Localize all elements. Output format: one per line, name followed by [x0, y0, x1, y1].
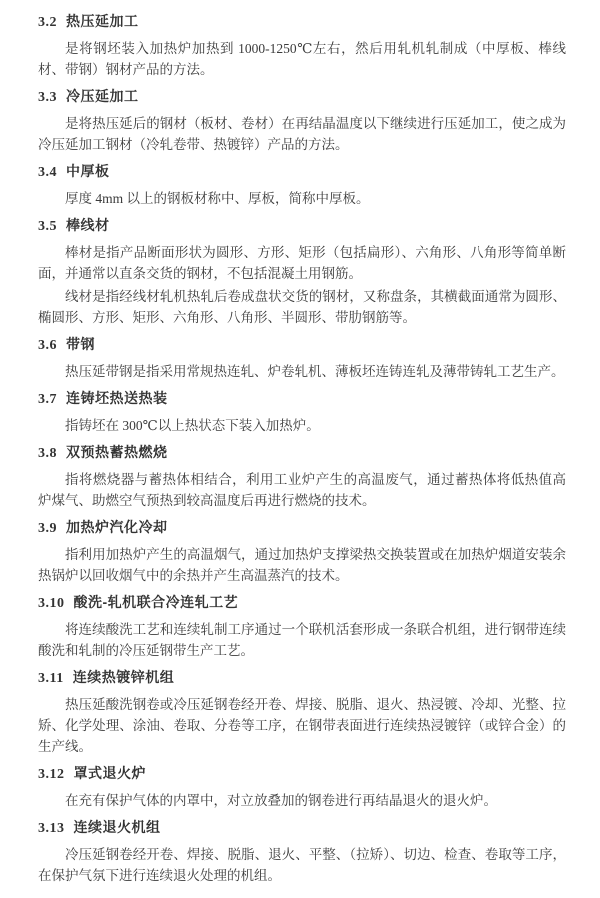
section-paragraph: 线材是指经线材轧机热轧后卷成盘状交货的钢材，又称盘条，其横截面通常为圆形、椭圆形、方形、矩形、六角形、八角形、半圆形、带肋钢筋等。 [38, 289, 566, 325]
section-number: 3.3 [38, 90, 57, 105]
section-paragraph: 冷压延钢卷经开卷、焊接、脱脂、退火、平整、（拉矫）、切边、检查、卷取等工序，在保护气氛下进行连续退火处理的机组。 [38, 847, 566, 883]
section-title: 带钢 [66, 336, 95, 352]
section-number: 3.12 [38, 767, 65, 782]
section-3-13 [38, 817, 566, 886]
section-number: 3.11 [38, 671, 64, 686]
section-number: 3.10 [38, 596, 65, 611]
section-heading [38, 86, 566, 108]
section-title: 双预热蓄热燃烧 [66, 444, 168, 460]
section-3-2 [38, 11, 566, 80]
section-paragraph: 厚度 4mm 以上的钢板材称中、厚板，简称中厚板。 [65, 191, 370, 206]
section-heading [38, 517, 566, 539]
section-3-10 [38, 592, 566, 661]
section-3-12 [38, 763, 566, 811]
section-paragraph: 指铸坯在 300℃以上热状态下装入加热炉。 [65, 418, 320, 433]
section-paragraph: 指利用加热炉产生的高温烟气，通过加热炉支撑梁热交换装置或在加热炉烟道安装余热锅炉以回收烟气中的余热并产生高温蒸汽的技术。 [38, 547, 566, 583]
section-heading [38, 817, 566, 839]
section-3-4 [38, 161, 566, 209]
section-paragraph: 指将燃烧器与蓄热体相结合，利用工业炉产生的高温废气，通过蓄热体将低热值高 炉煤气、助燃空气预热到较高温度后再进行燃烧的技术。 [38, 472, 566, 508]
section-title: 热压延加工 [66, 13, 139, 29]
section-heading [38, 592, 566, 614]
section-number: 3.13 [38, 821, 65, 836]
section-heading [38, 11, 566, 33]
section-title: 连续热镀锌机组 [72, 669, 175, 685]
section-paragraph: 是将钢坯装入加热炉加热到 1000-1250℃左右，然后用轧机轧制成（中厚板、棒线材、带钢）钢材产品的方法。 [38, 41, 566, 77]
section-title: 中厚板 [66, 163, 110, 179]
section-3-9 [38, 517, 566, 586]
section-heading [38, 388, 566, 410]
section-number: 3.2 [38, 15, 57, 30]
section-paragraph: 将连续酸洗工艺和连续轧制工序通过一个联机活套形成一条联合机组，进行钢带连续酸洗和轧制的冷压延钢带生产工艺。 [38, 622, 566, 658]
section-title: 冷压延加工 [66, 88, 139, 104]
section-heading [38, 667, 566, 689]
section-title: 连续退火机组 [73, 819, 161, 835]
section-title: 酸洗-轧机联合冷连轧工艺 [73, 594, 239, 610]
section-number: 3.5 [38, 219, 57, 234]
section-3-3 [38, 86, 566, 155]
section-heading [38, 763, 566, 785]
section-number: 3.9 [38, 521, 57, 536]
section-3-5 [38, 215, 566, 328]
section-3-14 [38, 892, 566, 898]
section-3-8 [38, 442, 566, 511]
section-title: 棒线材 [66, 217, 110, 233]
section-number: 3.7 [38, 392, 57, 407]
section-paragraph: 棒材是指产品断面形状为圆形、方形、矩形（包括扁形）、六角形、八角形等简单断面，并通常以直条交货的钢材，不包括混凝土用钢筋。 [38, 245, 566, 281]
section-heading [38, 442, 566, 464]
section-heading [38, 334, 566, 356]
section-paragraph: 热压延酸洗钢卷或冷压延钢卷经开卷、焊接、脱脂、退火、热浸镀、冷却、光整、拉矫、化学处理、涂油、卷取、分卷等工序，在钢带表面进行连续热浸镀锌（或锌合金）的生产线。 [38, 697, 566, 754]
section-heading [38, 161, 566, 183]
section-title: 加热炉汽化冷却 [66, 519, 168, 535]
section-3-7 [38, 388, 566, 436]
section-title: 罩式退火炉 [73, 765, 146, 781]
section-number: 3.8 [38, 446, 57, 461]
section-paragraph: 是将热压延后的钢材（板材、卷材）在再结晶温度以下继续进行压延加工，使之成为冷压延加工钢材（冷轧卷带、热镀锌）产品的方法。 [38, 116, 566, 152]
section-heading [38, 215, 566, 237]
section-3-11 [38, 667, 566, 757]
section-paragraph: 热压延带钢是指采用常规热连轧、炉卷轧机、薄板坯连铸连轧及薄带铸轧工艺生产。 [65, 364, 565, 379]
section-heading [38, 892, 566, 898]
section-paragraph: 在充有保护气体的内罩中，对立放叠加的钢卷进行再结晶退火的退火炉。 [65, 793, 497, 808]
section-number: 3.6 [38, 338, 57, 353]
section-3-6 [38, 334, 566, 382]
section-number: 3.4 [38, 165, 57, 180]
section-title: 连铸坯热送热装 [66, 390, 168, 406]
